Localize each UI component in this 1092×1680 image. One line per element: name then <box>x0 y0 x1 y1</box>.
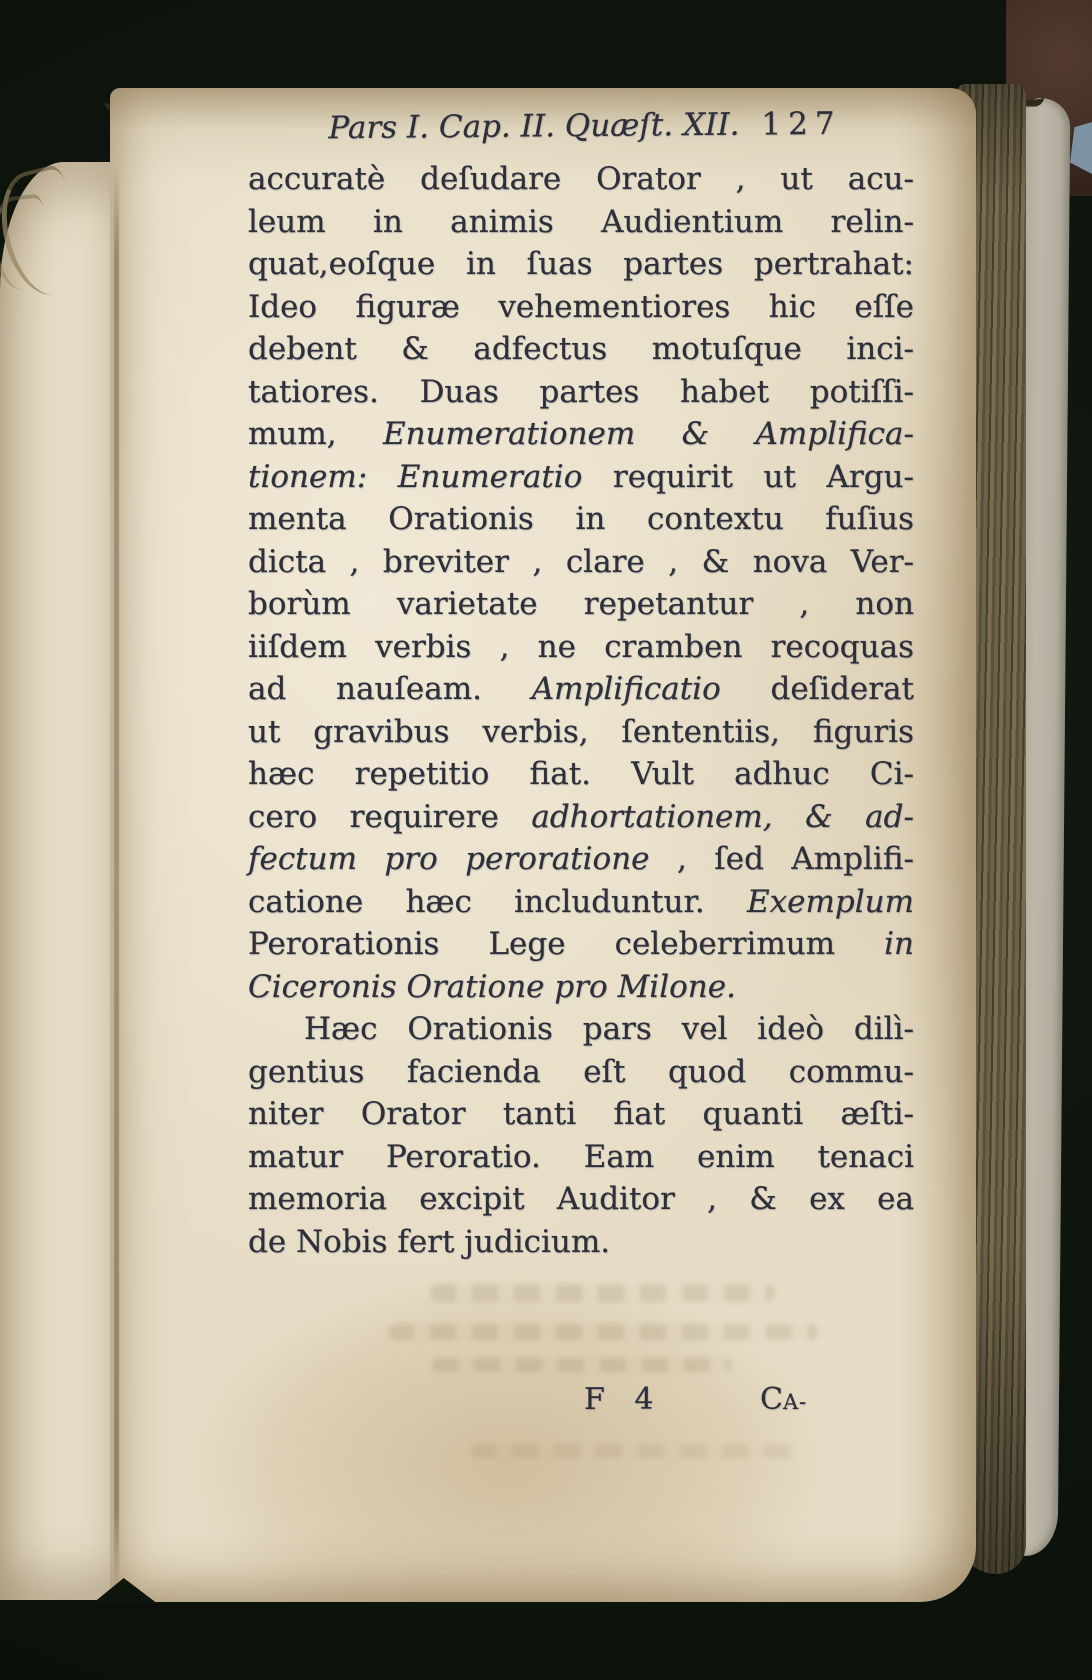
text-segment: memoria excipit Auditor , & ex ea <box>248 1181 914 1217</box>
text-line <box>248 626 914 669</box>
text-line <box>248 966 914 1009</box>
gutter-margin-paper <box>0 162 126 1600</box>
text-segment: debent & adfectus motuſque inci- <box>248 331 914 367</box>
text-segment: niter Orator tanti fiat quanti æſti- <box>248 1096 914 1132</box>
text-line <box>248 881 914 924</box>
italic-text-segment: tionem: Enumeratio <box>248 458 613 495</box>
catchword-initial: C <box>760 1382 783 1417</box>
running-header <box>260 103 910 149</box>
catchword <box>760 1382 807 1417</box>
signature-line <box>110 1382 976 1426</box>
text-segment: ad nauſeam. <box>248 671 532 707</box>
italic-text-segment: Amplificatio <box>531 671 771 707</box>
text-line <box>248 711 914 754</box>
text-line <box>248 838 914 881</box>
text-line <box>248 1136 914 1179</box>
show-through-text <box>430 1284 775 1302</box>
text-segment: catione hæc includuntur. <box>248 883 748 920</box>
italic-text-segment: Enumerationem & Amplifica- <box>382 416 914 452</box>
show-through-text <box>432 1358 732 1372</box>
text-line <box>248 371 914 414</box>
text-segment: ut gravibus verbis, ſententiis, figuris <box>248 713 914 750</box>
text-segment: matur Peroratio. Eam enim tenaci <box>248 1138 914 1175</box>
text-line <box>248 413 914 456</box>
header-title: Pars I. Cap. II. Quæſt. XII. <box>328 106 740 147</box>
text-line <box>248 668 914 711</box>
show-through-text <box>470 1444 800 1458</box>
text-segment: Ideo figuræ vehementiores hic eſſe <box>248 288 914 325</box>
text-segment: accuratè deſudare Orator , ut acu- <box>248 161 914 197</box>
text-line <box>248 753 914 796</box>
text-block <box>248 158 914 1263</box>
text-line <box>248 1093 914 1136</box>
text-segment: deſiderat <box>770 671 914 707</box>
text-line <box>248 286 914 329</box>
signature-mark: F 4 <box>584 1382 664 1417</box>
italic-text-segment: in <box>884 926 914 962</box>
italic-text-segment: adhortationem, & ad- <box>531 798 914 835</box>
text-segment: leum in animis Audientium relin- <box>248 203 914 240</box>
page-number: 127 <box>761 105 842 143</box>
text-segment: Hæc Orationis pars vel ideò dilì- <box>304 1011 914 1047</box>
catchword-rest: A- <box>782 1390 808 1414</box>
italic-text-segment: Ciceronis Oratione pro Milone. <box>248 968 736 1005</box>
text-line <box>248 456 914 499</box>
text-line <box>248 498 914 541</box>
text-line <box>248 201 914 244</box>
text-line <box>248 328 914 371</box>
text-segment: Perorationis Lege celeberrimum <box>248 926 885 962</box>
text-segment: dicta , breviter , clare , & nova Ver- <box>248 543 914 580</box>
italic-text-segment: Exemplum <box>747 883 914 920</box>
text-segment: mum, <box>248 416 383 452</box>
gutter-crease <box>114 168 119 1594</box>
text-segment: gentius facienda eſt quod commu- <box>248 1053 914 1090</box>
text-segment: iiſdem verbis , ne cramben recoquas <box>248 628 914 665</box>
text-segment: borùm varietate repetantur , non <box>248 586 914 622</box>
text-segment: hæc repetitio fiat. Vult adhuc Ci- <box>248 756 914 792</box>
text-segment: , ſed Amplifi- <box>676 841 914 877</box>
text-line <box>248 1178 914 1221</box>
text-line <box>248 923 914 966</box>
text-line <box>248 1008 914 1051</box>
italic-text-segment: fectum pro peroratione <box>248 841 677 877</box>
show-through-text <box>388 1324 818 1340</box>
text-segment: de Nobis fert judicium. <box>248 1223 611 1260</box>
text-line <box>248 158 914 201</box>
book-page <box>110 88 976 1602</box>
text-line <box>248 1221 914 1264</box>
text-line <box>248 243 914 286</box>
text-line <box>248 541 914 584</box>
text-line <box>248 796 914 839</box>
text-segment: cero requirere <box>248 798 532 835</box>
text-segment: menta Orationis in contextu fuſius <box>248 501 914 537</box>
text-segment: tatiores. Duas partes habet potiſſi- <box>248 373 914 410</box>
text-segment: requirit ut Argu- <box>612 458 914 495</box>
text-segment: quat,eoſque in ſuas partes pertrahat: <box>248 246 914 282</box>
text-line <box>248 583 914 626</box>
text-line <box>248 1051 914 1094</box>
